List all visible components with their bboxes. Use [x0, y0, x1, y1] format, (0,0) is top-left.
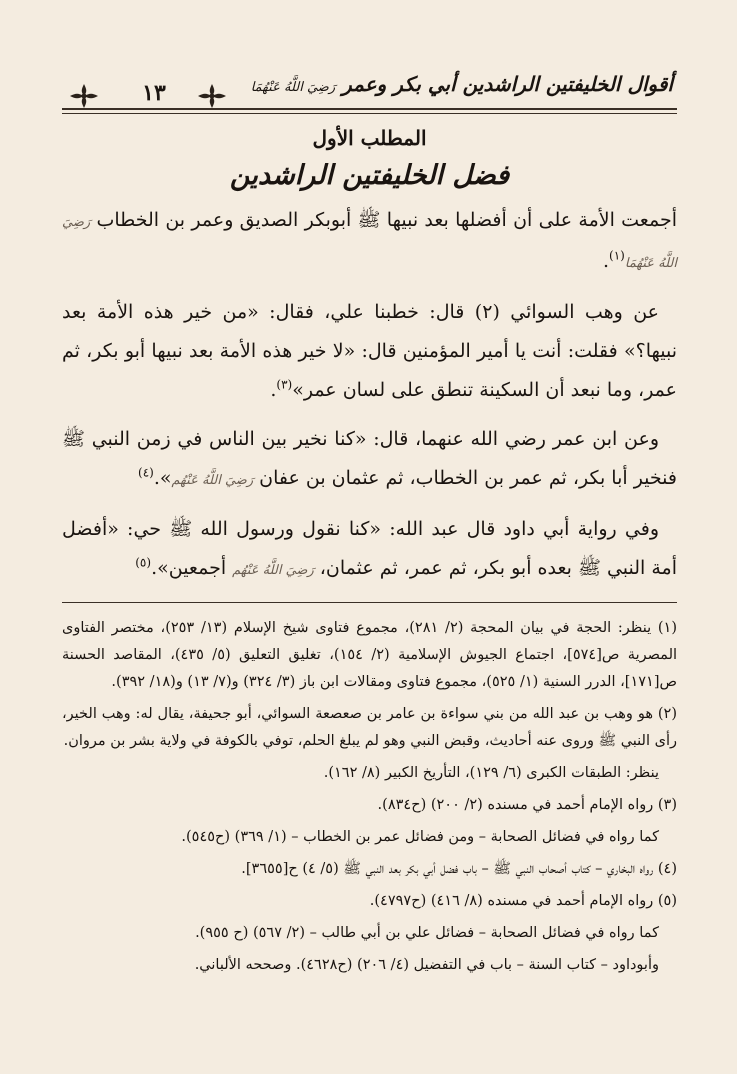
paragraph [62, 510, 677, 590]
paragraph [62, 201, 677, 283]
honorific: رَضِيَ اللَّهُ عَنْهُم [232, 563, 314, 578]
page-content [62, 122, 677, 984]
header-rule [62, 108, 677, 114]
footnote: (٢) هو وهب بن عبد الله من بني سواءة بن عامر بن صعصعة السوائي، أبو جحيفة، يقال له: وهب الخير، رأى النبي ﷺ وروى عنه أحاديث، وقبض النبي وهو لم يبلغ الحلم، توفي بالكوفة في ولاية بشر بن مروان. [62, 706, 677, 749]
paragraph [62, 293, 677, 410]
footnote: وأبوداود – كتاب السنة – باب في التفضيل (٤/ ٢٠٦) (ح٤٦٢٨). وصححه الألباني. [194, 957, 659, 973]
footnote: (٤) رواه البخاري – كتاب أصحاب النبي ﷺ – باب فضل أبي بكر بعد النبي ﷺ (٥/ ٤) ح[٣٦٥٥]. [241, 861, 677, 877]
paragraph-tail: . [602, 250, 610, 272]
footnote-ref: (١) [609, 248, 625, 263]
main-title: فضل الخليفتين الراشدين [229, 160, 510, 191]
paragraph-text: أجمعت الأمة على أن أفضلها بعد نبيها ﷺ أبوبكر الصديق وعمر بن الخطاب [96, 209, 677, 231]
footnote-ref: (٣) [276, 377, 293, 392]
footnote: ينظر: الطبقات الكبرى (٦/ ١٢٩)، التأريخ الكبير (٨/ ١٦٢). [323, 765, 659, 781]
paragraph-tail: ». [153, 467, 172, 489]
footnote-ref: (٥) [135, 555, 152, 570]
footnote: كما رواه في فضائل الصحابة – ومن فضائل عمر بن الخطاب – (١/ ٣٦٩) (ح٥٤٥). [181, 829, 659, 845]
paragraph-tail: أجمعين». [151, 557, 233, 579]
footnote: (١) ينظر: الحجة في بيان المحجة (٢/ ٢٨١)، مجموع فتاوى شيخ الإسلام (١٣/ ٢٥٣)، مختصر الفتاوى المصرية ص[٥٧٤]، اجتماع الجيوش الإسلامية (٢/ ١٥٤)، تغليق التعليق (٥/ ٤٣٥)، المقاصد الحسنة ص[١٧١]، الدرر السنية (١/ ٥٢٥)، مجموع فتاوى ومقالات ابن باز (٣/ ٣٢٤) و(٧/ ١٣) و(١٨/ ٣٩٢). [62, 620, 678, 690]
ornament-icon [196, 82, 228, 110]
footnote: (٥) رواه الإمام أحمد في مسنده (٨/ ٤١٦) (ح٤٧٩٧). [369, 893, 677, 909]
section-label: المطلب الأول [312, 126, 427, 150]
running-title-text: أقوال الخليفتين الراشدين أبي بكر وعمر [342, 72, 673, 96]
paragraph-text: عن وهب السوائي (٢) قال: خطبنا علي، فقال: «من خير هذه الأمة بعد نبيها؟» فقلت: أنت يا أمير المؤمنين قال: «لا خير هذه الأمة بعد نبيها أبو بكر، ثم عمر، وما نبعد أن السكينة تنطق على لسان عمر» [62, 301, 677, 401]
paragraph [62, 420, 677, 500]
footnotes [62, 615, 677, 979]
footnote: (٣) رواه الإمام أحمد في مسنده (٢/ ٢٠٠) (ح٨٣٤). [377, 797, 677, 813]
footnote-divider [62, 602, 677, 603]
honorific: رَضِيَ اللَّهُ عَنْهُم [171, 473, 254, 488]
ornament-icon [68, 82, 100, 110]
honorific: رَضِيَ اللَّهُ عَنْهُمَا [62, 215, 677, 271]
page-number: ١٣ [142, 80, 166, 106]
footnote-ref: (٤) [138, 465, 154, 480]
running-title [251, 72, 673, 96]
page-header [62, 66, 677, 118]
footnote: كما رواه في فضائل الصحابة – فضائل علي بن أبي طالب – (٢/ ٥٦٧) (ح ٩٥٥). [195, 925, 659, 941]
running-title-honorific: رَضِيَ اللَّهُ عَنْهُمَا [250, 80, 336, 95]
paragraph-text: وفي رواية أبي داود قال عبد الله: «كنا نقول ورسول الله ﷺ حي: «أفضل أمة النبي ﷺ بعده أبو بكر، ثم عمر، ثم عثمان، [62, 518, 677, 579]
paragraph-text: وعن ابن عمر رضي الله عنهما، قال: «كنا نخير بين الناس في زمن النبي ﷺ فنخير أبا بكر، ثم عمر بن الخطاب، ثم عثمان بن عفان [62, 428, 677, 489]
paragraph-tail: . [270, 379, 277, 401]
